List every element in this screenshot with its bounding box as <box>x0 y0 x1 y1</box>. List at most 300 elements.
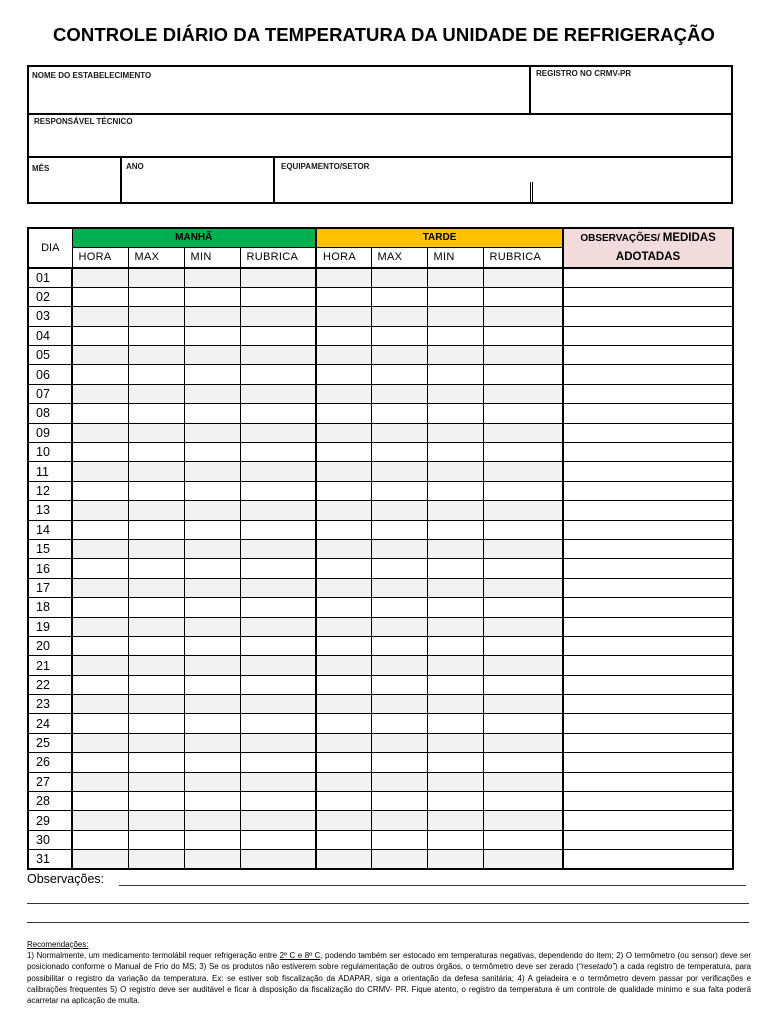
afternoon-min-cell[interactable] <box>427 462 483 481</box>
observations-cell[interactable] <box>563 598 733 617</box>
afternoon-max-cell[interactable] <box>371 268 427 287</box>
morning-max-cell[interactable] <box>128 404 184 423</box>
afternoon-max-cell[interactable] <box>371 384 427 403</box>
observations-cell[interactable] <box>563 326 733 345</box>
observations-cell[interactable] <box>563 423 733 442</box>
afternoon-max-cell[interactable] <box>371 811 427 830</box>
morning-max-cell[interactable] <box>128 656 184 675</box>
morning-min-cell[interactable] <box>184 404 240 423</box>
afternoon-min-cell[interactable] <box>427 733 483 752</box>
morning-min-cell[interactable] <box>184 675 240 694</box>
morning-hora-cell[interactable] <box>72 578 128 597</box>
morning-rubrica-cell[interactable] <box>240 792 316 811</box>
morning-hora-cell[interactable] <box>72 675 128 694</box>
morning-rubrica-cell[interactable] <box>240 481 316 500</box>
morning-min-cell[interactable] <box>184 481 240 500</box>
afternoon-rubrica-cell[interactable] <box>483 287 563 306</box>
afternoon-rubrica-cell[interactable] <box>483 714 563 733</box>
morning-rubrica-cell[interactable] <box>240 850 316 869</box>
morning-hora-cell[interactable] <box>72 346 128 365</box>
afternoon-hora-cell[interactable] <box>316 384 371 403</box>
morning-min-cell[interactable] <box>184 617 240 636</box>
afternoon-rubrica-cell[interactable] <box>483 617 563 636</box>
observations-cell[interactable] <box>563 462 733 481</box>
morning-hora-cell[interactable] <box>72 287 128 306</box>
afternoon-hora-cell[interactable] <box>316 733 371 752</box>
afternoon-min-cell[interactable] <box>427 404 483 423</box>
afternoon-max-cell[interactable] <box>371 675 427 694</box>
morning-hora-cell[interactable] <box>72 753 128 772</box>
afternoon-max-cell[interactable] <box>371 559 427 578</box>
morning-min-cell[interactable] <box>184 501 240 520</box>
afternoon-rubrica-cell[interactable] <box>483 365 563 384</box>
morning-hora-cell[interactable] <box>72 772 128 791</box>
observations-line-3[interactable] <box>27 922 749 923</box>
afternoon-rubrica-cell[interactable] <box>483 520 563 539</box>
afternoon-rubrica-cell[interactable] <box>483 850 563 869</box>
observations-cell[interactable] <box>563 443 733 462</box>
morning-hora-cell[interactable] <box>72 830 128 849</box>
morning-min-cell[interactable] <box>184 714 240 733</box>
observations-cell[interactable] <box>563 792 733 811</box>
afternoon-rubrica-cell[interactable] <box>483 733 563 752</box>
observations-cell[interactable] <box>563 695 733 714</box>
morning-hora-cell[interactable] <box>72 617 128 636</box>
afternoon-hora-cell[interactable] <box>316 404 371 423</box>
equipment-label: EQUIPAMENTO/SETOR <box>281 162 370 171</box>
morning-max-cell[interactable] <box>128 462 184 481</box>
afternoon-rubrica-cell[interactable] <box>483 578 563 597</box>
morning-hora-cell[interactable] <box>72 326 128 345</box>
afternoon-rubrica-cell[interactable] <box>483 346 563 365</box>
technician-cell[interactable] <box>29 115 731 158</box>
morning-min-cell[interactable] <box>184 598 240 617</box>
afternoon-max-cell[interactable] <box>371 539 427 558</box>
table-row <box>28 539 733 558</box>
observations-cell[interactable] <box>563 753 733 772</box>
morning-hora-cell[interactable] <box>72 365 128 384</box>
afternoon-min-cell[interactable] <box>427 326 483 345</box>
observations-cell[interactable] <box>563 811 733 830</box>
morning-rubrica-cell[interactable] <box>240 772 316 791</box>
morning-max-cell[interactable] <box>128 675 184 694</box>
afternoon-hora-cell[interactable] <box>316 539 371 558</box>
morning-min-cell[interactable] <box>184 365 240 384</box>
morning-min-cell[interactable] <box>184 462 240 481</box>
afternoon-hora-cell[interactable] <box>316 714 371 733</box>
afternoon-min-cell[interactable] <box>427 714 483 733</box>
morning-rubrica-cell[interactable] <box>240 326 316 345</box>
morning-max-cell[interactable] <box>128 695 184 714</box>
afternoon-min-cell[interactable] <box>427 578 483 597</box>
morning-hora-cell[interactable] <box>72 559 128 578</box>
day-number: 01 <box>28 268 72 287</box>
morning-hora-cell[interactable] <box>72 792 128 811</box>
morning-min-cell[interactable] <box>184 733 240 752</box>
afternoon-min-cell[interactable] <box>427 287 483 306</box>
year-cell[interactable] <box>122 158 275 202</box>
afternoon-hora-cell[interactable] <box>316 559 371 578</box>
morning-rubrica-cell[interactable] <box>240 346 316 365</box>
afternoon-hora-cell[interactable] <box>316 811 371 830</box>
afternoon-max-cell[interactable] <box>371 792 427 811</box>
observations-cell[interactable] <box>563 636 733 655</box>
afternoon-rubrica-cell[interactable] <box>483 462 563 481</box>
morning-rubrica-cell[interactable] <box>240 598 316 617</box>
afternoon-min-cell[interactable] <box>427 772 483 791</box>
morning-rubrica-cell[interactable] <box>240 365 316 384</box>
morning-max-cell[interactable] <box>128 423 184 442</box>
afternoon-max-cell[interactable] <box>371 598 427 617</box>
afternoon-rubrica-cell[interactable] <box>483 636 563 655</box>
observations-cell[interactable] <box>563 501 733 520</box>
morning-rubrica-cell[interactable] <box>240 307 316 326</box>
morning-max-cell[interactable] <box>128 753 184 772</box>
afternoon-max-cell[interactable] <box>371 578 427 597</box>
morning-hora-cell[interactable] <box>72 307 128 326</box>
observations-cell[interactable] <box>563 850 733 869</box>
observations-cell[interactable] <box>563 365 733 384</box>
afternoon-max-cell[interactable] <box>371 346 427 365</box>
afternoon-hora-cell[interactable] <box>316 850 371 869</box>
afternoon-max-cell[interactable] <box>371 404 427 423</box>
afternoon-min-cell[interactable] <box>427 307 483 326</box>
afternoon-rubrica-cell[interactable] <box>483 598 563 617</box>
morning-max-cell[interactable] <box>128 772 184 791</box>
morning-max-cell[interactable] <box>128 578 184 597</box>
afternoon-hora-cell[interactable] <box>316 792 371 811</box>
afternoon-max-cell[interactable] <box>371 326 427 345</box>
morning-min-cell[interactable] <box>184 695 240 714</box>
afternoon-min-cell[interactable] <box>427 501 483 520</box>
morning-rubrica-cell[interactable] <box>240 423 316 442</box>
afternoon-max-cell[interactable] <box>371 714 427 733</box>
afternoon-min-cell[interactable] <box>427 539 483 558</box>
afternoon-rubrica-cell[interactable] <box>483 443 563 462</box>
afternoon-max-cell[interactable] <box>371 695 427 714</box>
afternoon-max-cell[interactable] <box>371 772 427 791</box>
afternoon-min-cell[interactable] <box>427 268 483 287</box>
equipment-cell[interactable] <box>275 158 731 202</box>
afternoon-hora-cell[interactable] <box>316 481 371 500</box>
afternoon-min-cell[interactable] <box>427 617 483 636</box>
observations-cell[interactable] <box>563 772 733 791</box>
observations-cell[interactable] <box>563 539 733 558</box>
month-cell[interactable] <box>29 158 122 202</box>
afternoon-min-cell[interactable] <box>427 346 483 365</box>
afternoon-max-cell[interactable] <box>371 636 427 655</box>
morning-max-cell[interactable] <box>128 733 184 752</box>
morning-rubrica-cell[interactable] <box>240 443 316 462</box>
afternoon-rubrica-cell[interactable] <box>483 326 563 345</box>
observations-cell[interactable] <box>563 830 733 849</box>
morning-max-cell[interactable] <box>128 850 184 869</box>
morning-hora-cell[interactable] <box>72 636 128 655</box>
afternoon-max-cell[interactable] <box>371 520 427 539</box>
afternoon-min-cell[interactable] <box>427 365 483 384</box>
afternoon-rubrica-cell[interactable] <box>483 559 563 578</box>
observations-cell[interactable] <box>563 384 733 403</box>
afternoon-min-cell[interactable] <box>427 656 483 675</box>
morning-hora-cell[interactable] <box>72 501 128 520</box>
morning-hora-cell[interactable] <box>72 384 128 403</box>
afternoon-hora-cell[interactable] <box>316 636 371 655</box>
afternoon-rubrica-cell[interactable] <box>483 423 563 442</box>
afternoon-max-cell[interactable] <box>371 830 427 849</box>
afternoon-rubrica-cell[interactable] <box>483 481 563 500</box>
afternoon-rubrica-cell[interactable] <box>483 695 563 714</box>
morning-min-cell[interactable] <box>184 753 240 772</box>
afternoon-min-cell[interactable] <box>427 559 483 578</box>
afternoon-min-cell[interactable] <box>427 695 483 714</box>
observations-line-1[interactable] <box>119 885 746 886</box>
morning-max-cell[interactable] <box>128 520 184 539</box>
morning-rubrica-cell[interactable] <box>240 636 316 655</box>
afternoon-hora-cell[interactable] <box>316 520 371 539</box>
morning-min-cell[interactable] <box>184 792 240 811</box>
afternoon-min-cell[interactable] <box>427 811 483 830</box>
afternoon-rubrica-cell[interactable] <box>483 384 563 403</box>
afternoon-hora-cell[interactable] <box>316 772 371 791</box>
morning-max-cell[interactable] <box>128 559 184 578</box>
afternoon-max-cell[interactable] <box>371 462 427 481</box>
temperature-log-table <box>27 227 734 870</box>
morning-min-cell[interactable] <box>184 850 240 869</box>
morning-min-cell[interactable] <box>184 539 240 558</box>
morning-max-cell[interactable] <box>128 481 184 500</box>
table-row <box>28 404 733 423</box>
morning-min-cell[interactable] <box>184 559 240 578</box>
morning-min-cell[interactable] <box>184 326 240 345</box>
morning-rubrica-cell[interactable] <box>240 384 316 403</box>
morning-hora-cell[interactable] <box>72 539 128 558</box>
afternoon-min-cell[interactable] <box>427 792 483 811</box>
morning-min-cell[interactable] <box>184 772 240 791</box>
afternoon-hora-cell[interactable] <box>316 617 371 636</box>
morning-hora-cell[interactable] <box>72 443 128 462</box>
observations-cell[interactable] <box>563 559 733 578</box>
afternoon-rubrica-cell[interactable] <box>483 753 563 772</box>
afternoon-max-cell[interactable] <box>371 753 427 772</box>
morning-max-cell[interactable] <box>128 365 184 384</box>
afternoon-hora-cell[interactable] <box>316 268 371 287</box>
afternoon-hora-cell[interactable] <box>316 287 371 306</box>
observations-line-2[interactable] <box>27 903 749 904</box>
morning-min-cell[interactable] <box>184 287 240 306</box>
observations-cell[interactable] <box>563 520 733 539</box>
afternoon-rubrica-cell[interactable] <box>483 268 563 287</box>
afternoon-min-cell[interactable] <box>427 443 483 462</box>
observations-cell[interactable] <box>563 733 733 752</box>
afternoon-hora-cell[interactable] <box>316 346 371 365</box>
afternoon-min-cell[interactable] <box>427 636 483 655</box>
morning-max-cell[interactable] <box>128 287 184 306</box>
morning-max-cell[interactable] <box>128 811 184 830</box>
afternoon-hora-cell[interactable] <box>316 326 371 345</box>
morning-rubrica-cell[interactable] <box>240 539 316 558</box>
morning-rubrica-cell[interactable] <box>240 501 316 520</box>
observations-cell[interactable] <box>563 404 733 423</box>
afternoon-min-cell[interactable] <box>427 384 483 403</box>
afternoon-hora-cell[interactable] <box>316 675 371 694</box>
morning-max-cell[interactable] <box>128 443 184 462</box>
afternoon-rubrica-cell[interactable] <box>483 675 563 694</box>
observations-cell[interactable] <box>563 307 733 326</box>
afternoon-rubrica-cell[interactable] <box>483 772 563 791</box>
morning-min-cell[interactable] <box>184 656 240 675</box>
morning-hora-cell[interactable] <box>72 695 128 714</box>
morning-hora-cell[interactable] <box>72 268 128 287</box>
afternoon-min-cell[interactable] <box>427 481 483 500</box>
morning-rubrica-cell[interactable] <box>240 695 316 714</box>
morning-hora-cell[interactable] <box>72 481 128 500</box>
afternoon-rubrica-cell[interactable] <box>483 501 563 520</box>
afternoon-min-cell[interactable] <box>427 675 483 694</box>
morning-max-cell[interactable] <box>128 268 184 287</box>
morning-rubrica-cell[interactable] <box>240 462 316 481</box>
afternoon-hora-cell[interactable] <box>316 578 371 597</box>
morning-max-cell[interactable] <box>128 539 184 558</box>
recommendations-text-2: , podendo também ser estocado em temperaturas negativas, dependendo do item; 2) O termômetro (ou sensor) deve ser posicionado conforme o Manual de Frio do MS; 3) Se os produtos não estiverem sobre regulamentação de outros órgãos, o termômetro deve ser zerado ( <box>27 951 751 972</box>
page-title: CONTROLE DIÁRIO DA TEMPERATURA DA UNIDADE DE REFRIGERAÇÃO <box>52 24 716 45</box>
afternoon-min-cell[interactable] <box>427 830 483 849</box>
morning-min-cell[interactable] <box>184 307 240 326</box>
afternoon-rubrica-cell[interactable] <box>483 539 563 558</box>
morning-rubrica-cell[interactable] <box>240 578 316 597</box>
establishment-cell[interactable] <box>29 67 531 115</box>
morning-rubrica-cell[interactable] <box>240 617 316 636</box>
morning-rubrica-cell[interactable] <box>240 656 316 675</box>
morning-hora-cell[interactable] <box>72 850 128 869</box>
observations-cell[interactable] <box>563 617 733 636</box>
observations-cell[interactable] <box>563 675 733 694</box>
afternoon-hora-cell[interactable] <box>316 830 371 849</box>
afternoon-hora-cell[interactable] <box>316 443 371 462</box>
afternoon-max-cell[interactable] <box>371 443 427 462</box>
morning-max-cell[interactable] <box>128 384 184 403</box>
morning-rubrica-cell[interactable] <box>240 753 316 772</box>
observations-cell[interactable] <box>563 287 733 306</box>
afternoon-hora-cell[interactable] <box>316 423 371 442</box>
afternoon-max-header: MAX <box>371 247 427 268</box>
afternoon-max-cell[interactable] <box>371 287 427 306</box>
observations-cell[interactable] <box>563 578 733 597</box>
afternoon-max-cell[interactable] <box>371 850 427 869</box>
afternoon-hora-cell[interactable] <box>316 462 371 481</box>
morning-min-cell[interactable] <box>184 346 240 365</box>
afternoon-rubrica-cell[interactable] <box>483 811 563 830</box>
afternoon-max-cell[interactable] <box>371 617 427 636</box>
afternoon-max-cell[interactable] <box>371 307 427 326</box>
morning-hora-cell[interactable] <box>72 733 128 752</box>
morning-min-cell[interactable] <box>184 578 240 597</box>
morning-min-cell[interactable] <box>184 520 240 539</box>
registry-cell[interactable] <box>531 67 731 115</box>
morning-rubrica-cell[interactable] <box>240 733 316 752</box>
afternoon-max-cell[interactable] <box>371 733 427 752</box>
afternoon-min-cell[interactable] <box>427 753 483 772</box>
morning-min-cell[interactable] <box>184 268 240 287</box>
afternoon-min-header: MIN <box>427 247 483 268</box>
morning-hora-cell[interactable] <box>72 656 128 675</box>
morning-hora-cell[interactable] <box>72 462 128 481</box>
afternoon-hora-cell[interactable] <box>316 753 371 772</box>
morning-max-cell[interactable] <box>128 636 184 655</box>
morning-min-cell[interactable] <box>184 636 240 655</box>
afternoon-min-cell[interactable] <box>427 423 483 442</box>
morning-min-cell[interactable] <box>184 423 240 442</box>
afternoon-max-cell[interactable] <box>371 656 427 675</box>
morning-min-cell[interactable] <box>184 443 240 462</box>
morning-min-cell[interactable] <box>184 811 240 830</box>
afternoon-rubrica-cell[interactable] <box>483 404 563 423</box>
morning-rubrica-cell[interactable] <box>240 714 316 733</box>
afternoon-hora-cell[interactable] <box>316 501 371 520</box>
morning-max-cell[interactable] <box>128 501 184 520</box>
morning-hora-cell[interactable] <box>72 811 128 830</box>
afternoon-hora-cell[interactable] <box>316 307 371 326</box>
observations-cell[interactable] <box>563 481 733 500</box>
observations-cell[interactable] <box>563 714 733 733</box>
afternoon-min-cell[interactable] <box>427 520 483 539</box>
afternoon-max-cell[interactable] <box>371 481 427 500</box>
morning-rubrica-cell[interactable] <box>240 404 316 423</box>
morning-rubrica-cell[interactable] <box>240 675 316 694</box>
morning-rubrica-cell[interactable] <box>240 520 316 539</box>
morning-max-cell[interactable] <box>128 326 184 345</box>
afternoon-min-cell[interactable] <box>427 850 483 869</box>
morning-max-cell[interactable] <box>128 307 184 326</box>
afternoon-rubrica-cell[interactable] <box>483 307 563 326</box>
morning-max-cell[interactable] <box>128 830 184 849</box>
observations-cell[interactable] <box>563 346 733 365</box>
table-row <box>28 462 733 481</box>
morning-hora-cell[interactable] <box>72 423 128 442</box>
afternoon-max-cell[interactable] <box>371 501 427 520</box>
morning-hora-cell[interactable] <box>72 714 128 733</box>
morning-rubrica-cell[interactable] <box>240 268 316 287</box>
morning-hora-cell[interactable] <box>72 520 128 539</box>
afternoon-min-cell[interactable] <box>427 598 483 617</box>
day-number: 19 <box>28 617 72 636</box>
afternoon-max-cell[interactable] <box>371 423 427 442</box>
morning-max-cell[interactable] <box>128 346 184 365</box>
day-number: 06 <box>28 365 72 384</box>
morning-max-cell[interactable] <box>128 617 184 636</box>
morning-rubrica-cell[interactable] <box>240 811 316 830</box>
afternoon-max-cell[interactable] <box>371 365 427 384</box>
morning-rubrica-cell[interactable] <box>240 559 316 578</box>
afternoon-rubrica-cell[interactable] <box>483 792 563 811</box>
morning-max-cell[interactable] <box>128 714 184 733</box>
morning-min-cell[interactable] <box>184 830 240 849</box>
morning-max-cell[interactable] <box>128 598 184 617</box>
afternoon-rubrica-cell[interactable] <box>483 830 563 849</box>
morning-max-cell[interactable] <box>128 792 184 811</box>
morning-hora-cell[interactable] <box>72 404 128 423</box>
afternoon-hora-cell[interactable] <box>316 598 371 617</box>
afternoon-hora-cell[interactable] <box>316 695 371 714</box>
afternoon-hora-cell[interactable] <box>316 656 371 675</box>
morning-rubrica-cell[interactable] <box>240 287 316 306</box>
morning-min-cell[interactable] <box>184 384 240 403</box>
morning-rubrica-cell[interactable] <box>240 830 316 849</box>
observations-cell[interactable] <box>563 656 733 675</box>
morning-hora-cell[interactable] <box>72 598 128 617</box>
afternoon-hora-cell[interactable] <box>316 365 371 384</box>
observations-cell[interactable] <box>563 268 733 287</box>
afternoon-rubrica-cell[interactable] <box>483 656 563 675</box>
